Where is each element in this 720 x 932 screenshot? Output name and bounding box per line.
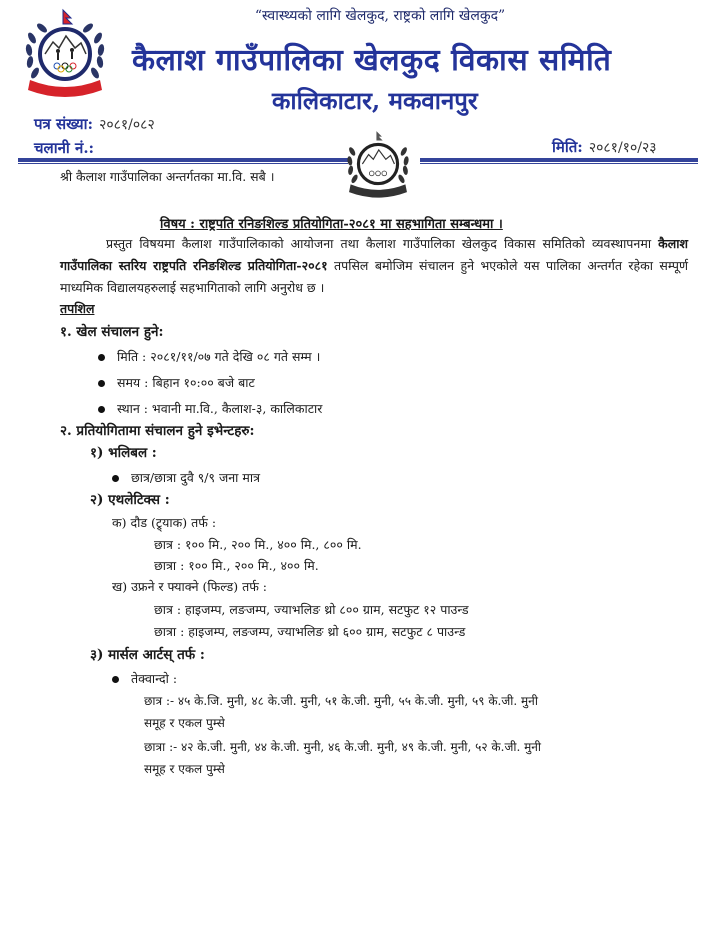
date-value: २०८१/१०/२३ — [588, 140, 657, 156]
bullet-icon — [112, 475, 119, 482]
field-heading: ख) उफ्रने र फ्याक्ने (फिल्ड) तर्फ : — [112, 579, 268, 594]
details-heading: तपशिल — [60, 301, 95, 316]
seal-banner — [349, 184, 407, 197]
taekwondo-girls-weights: छात्रा :- ४२ के.जी. मुनी, ४४ के.जी. मुनी, ४६ के.जी. मुनी, ४९ के.जी. मुनी, ५२ के.जी. मुनी — [144, 740, 542, 754]
taekwondo-girls-poomsae: समूह र एकल पुम्से — [144, 762, 225, 776]
seal-banner — [28, 80, 102, 97]
taekwondo-heading: तेक्वान्दो : — [131, 671, 178, 686]
date — [552, 137, 657, 157]
bullet-icon — [98, 406, 105, 413]
track-heading: क) दौड (ट्र्याक) तर्फ : — [112, 515, 217, 530]
athletics-heading: २) एथलेटिक्स : — [90, 492, 170, 508]
list-item — [98, 348, 320, 365]
track-girls: छात्रा : १०० मि., २०० मि., ४०० मि. — [154, 558, 319, 573]
section2-heading: २. प्रतियोगितामा संचालन हुने इभेन्टहरु: — [60, 423, 255, 439]
slogan: “स्वास्थ्यको लागि खेलकुद, राष्ट्रको लागि खेलकुद” — [254, 8, 506, 24]
section1-heading: १. खेल संचालन हुने: — [60, 324, 164, 340]
bullet-icon — [98, 380, 105, 387]
bullet-icon — [98, 354, 105, 361]
schedule-time: समय : बिहान १०:०० बजे बाट — [117, 375, 255, 390]
schedule-venue: स्थान : भवानी मा.वि., कैलाश-३, कालिकाटार — [117, 401, 323, 416]
recipient: श्री कैलाश गाउँपालिका अन्तर्गतका मा.वि. सबै । — [60, 169, 275, 184]
center-seal — [342, 128, 414, 200]
track-boys: छात्र : १०० मि., २०० मि., ४०० मि., ८०० मि. — [154, 537, 362, 552]
list-item — [112, 469, 260, 486]
schedule-date: मिति : २०८१/११/०७ गते देखि ०८ गते सम्म । — [117, 349, 321, 364]
volleyball-detail: छात्र/छात्रा दुवै ९/९ जना मात्र — [131, 470, 261, 485]
letter-number — [34, 114, 155, 134]
organization-name: कैलाश गाउँपालिका खेलकुद विकास समिति — [132, 43, 612, 78]
subject: विषय : राष्ट्रपति रनिङशिल्ड प्रतियोगिता-२०८१ मा सहभागिता सम्बन्धमा । — [160, 217, 503, 232]
martial-arts-heading: ३) मार्सल आर्टस् तर्फ : — [90, 647, 205, 663]
field-boys: छात्र : हाइजम्प, लङजम्प, ज्याभलिङ थ्रो ८०० ग्राम, सटफुट १२ पाउन्ड — [154, 602, 469, 617]
body-paragraph — [60, 233, 688, 299]
date-label: मिति: — [552, 138, 583, 156]
header-divider-left-thin — [18, 163, 348, 164]
body-text-1: प्रस्तुत विषयमा कैलाश गाउँपालिकाको आयोजना तथा कैलाश गाउँपालिका खेलकुद विकास समितिको व्यवस्थापनमा — [106, 236, 652, 251]
header-divider-right — [420, 158, 698, 162]
list-item — [98, 400, 322, 417]
taekwondo-boys-weights: छात्र :- ४५ के.जि. मुनी, ४८ के.जी. मुनी, ५१ के.जी. मुनी, ५५ के.जी. मुनी, ५९ के.जी. मुनी — [144, 694, 538, 708]
dispatch-number-label: चलानी नं.: — [34, 139, 95, 157]
header-divider-left — [18, 158, 348, 162]
body-text-2: तपसिल बमोजिम संचालन हुने भएकोले यस पालिका अन्तर्गत रहेका सम्पूर्ण माध्यमिक विद्यालयहरुलाई सहभागिताको लागि अनुरोध छ । — [60, 258, 688, 295]
list-item — [112, 670, 177, 687]
body-text-bold: कैलाश गाउँपालिका स्तरिय राष्ट्रपति रनिङशिल्ड प्रतियोगिता-२०८१ — [60, 236, 688, 273]
bullet-icon — [112, 676, 119, 683]
volleyball-heading: १) भलिबल : — [90, 445, 157, 461]
letter-number-value: २०८१/०८२ — [99, 117, 155, 133]
organization-address: कालिकाटार, मकवानपुर — [272, 86, 478, 115]
list-item — [98, 374, 255, 391]
header-divider-right-thin — [420, 163, 698, 164]
taekwondo-boys-poomsae: समूह र एकल पुम्से — [144, 716, 225, 730]
field-girls: छात्रा : हाइजम्प, लङजम्प, ज्याभलिङ थ्रो ६०० ग्राम, सटफुट ८ पाउन्ड — [154, 624, 466, 639]
nepal-flag-icon — [63, 10, 72, 24]
flag-icon — [376, 131, 382, 140]
letter-number-label: पत्र संख्या: — [34, 115, 94, 133]
organization-logo — [20, 8, 110, 100]
